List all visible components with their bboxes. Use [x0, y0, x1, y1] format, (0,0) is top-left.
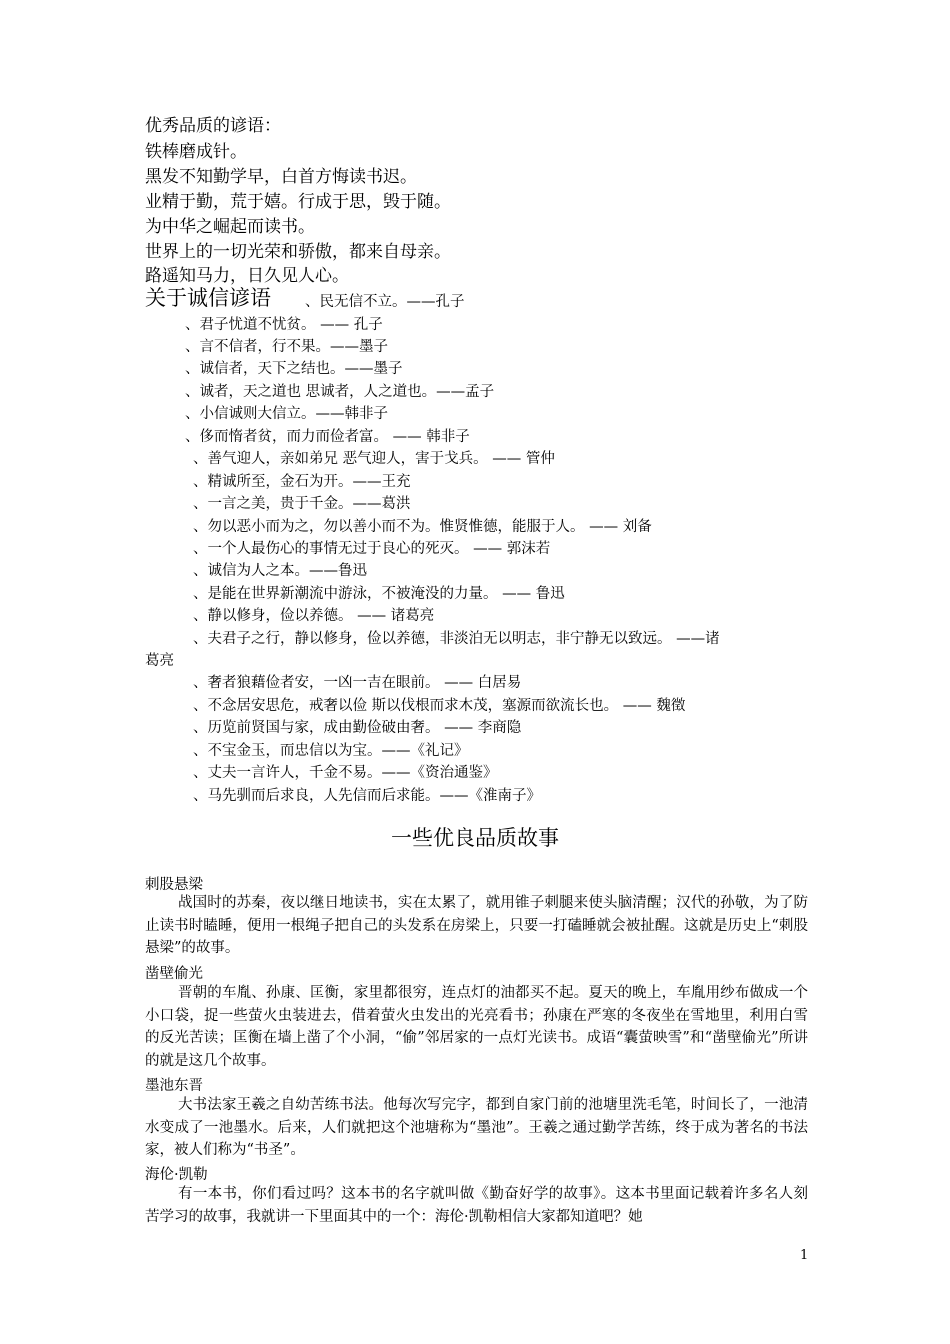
integrity-quote: 、诚信为人之本。——鲁迅 [193, 563, 367, 579]
proverb-line: 为中华之崛起而读书。 [145, 217, 315, 237]
story-body: 有一本书，你们看过吗？这本书的名字就叫做《勤奋好学的故事》。这本书里面记载着许多名人刻苦学习的故事，我就讲一下里面其中的一个：海伦·凯勒相信大家都知道吧？她 [145, 1186, 808, 1225]
integrity-quote-continuation: 葛亮 [145, 653, 174, 669]
proverb-line: 世界上的一切光荣和骄傲，都来自母亲。 [145, 242, 451, 262]
page-number: 1 [800, 1248, 809, 1263]
integrity-quote: 、勿以恶小而为之，勿以善小而不为。惟贤惟德，能服于人。 —— 刘备 [193, 519, 652, 535]
integrity-quote: 、一言之美，贵于千金。——葛洪 [193, 496, 411, 512]
story-title: 刺股悬梁 [145, 877, 203, 893]
stories-section-title: 一些优良品质故事 [391, 826, 559, 850]
story-title: 墨池东晋 [145, 1078, 203, 1094]
integrity-quote: 、马先驯而后求良，人先信而后求能。——《淮南子》 [193, 788, 541, 804]
integrity-quote: 、小信诚则大信立。——韩非子 [185, 406, 388, 422]
integrity-quote: 、君子忧道不忧贫。 —— 孔子 [185, 317, 383, 333]
integrity-quote: 、一个人最伤心的事情无过于良心的死灭。 —— 郭沫若 [193, 541, 551, 557]
integrity-quote: 、诚信者，天下之结也。——墨子 [185, 361, 403, 377]
integrity-quote: 、言不信者，行不果。——墨子 [185, 339, 388, 355]
integrity-quote: 、静以修身，俭以养德。 —— 诸葛亮 [193, 608, 435, 624]
integrity-quote: 、历览前贤国与家，成由勤俭破由奢。 —— 李商隐 [193, 720, 522, 736]
integrity-quote: 、丈夫一言许人，千金不易。——《资治通鉴》 [193, 765, 498, 781]
proverbs-heading: 优秀品质的谚语： [145, 116, 281, 136]
integrity-quote: 、善气迎人，亲如弟兄 恶气迎人，害于戈兵。 —— 管仲 [193, 451, 555, 467]
integrity-quote: 、奢者狼藉俭者安，一凶一吉在眼前。 —— 白居易 [193, 675, 522, 691]
integrity-quote: 、侈而惰者贫，而力而俭者富。 —— 韩非子 [185, 429, 470, 445]
story-body: 晋朝的车胤、孙康、匡衡，家里都很穷，连点灯的油都买不起。夏天的晚上，车胤用纱布做成一个小口袋，捉一些萤火虫装进去，借着萤火虫发出的光亮看书；孙康在严寒的冬夜坐在雪地里，利用白雪的反光苦读；匡衡在墙上凿了个小洞，“偷”邻居家的一点灯光读书。成语“囊萤映雪”和“凿壁偷光”所讲的就是这几个故事。 [145, 985, 808, 1069]
proverb-line: 黑发不知勤学早，白首方悔读书迟。 [145, 167, 417, 187]
proverb-line: 路遥知马力，日久见人心。 [145, 266, 349, 286]
proverb-line: 业精于勤，荒于嬉。行成于思，毁于随。 [145, 192, 451, 212]
integrity-quote: 、不念居安思危，戒奢以俭 斯以伐根而求木茂，塞源而欲流长也。 —— 魏徵 [193, 698, 686, 714]
integrity-quote: 、是能在世界新潮流中游泳，不被淹没的力量。 —— 鲁迅 [193, 586, 565, 602]
integrity-quote: 、不宝金玉，而忠信以为宝。——《礼记》 [193, 743, 469, 759]
integrity-quote: 、民无信不立。——孔子 [305, 294, 465, 310]
integrity-heading: 关于诚信谚语 [145, 286, 271, 310]
story-body: 战国时的苏秦，夜以继日地读书，实在太累了，就用锥子刺腿来使头脑清醒；汉代的孙敬，为了防止读书时瞌睡，便用一根绳子把自己的头发系在房梁上，只要一打磕睡就会被扯醒。这就是历史上“刺股悬梁”的故事。 [145, 895, 808, 956]
integrity-quote: 、精诚所至，金石为开。——王充 [193, 474, 411, 490]
story-body: 大书法家王羲之自幼苦练书法。他每次写完字，都到自家门前的池塘里洗毛笔，时间长了，一池清水变成了一池墨水。后来，人们就把这个池塘称为“墨池”。王羲之通过勤学苦练，终于成为著名的书法家，被人们称为“书圣”。 [145, 1097, 808, 1158]
integrity-quote: 、夫君子之行，静以修身，俭以养德，非淡泊无以明志，非宁静无以致远。 ——诸 [193, 631, 720, 647]
story-title: 凿壁偷光 [145, 966, 203, 982]
story-title: 海伦·凯勒 [145, 1167, 208, 1183]
proverb-line: 铁棒磨成针。 [145, 142, 247, 162]
integrity-quote: 、诚者，天之道也 思诚者，人之道也。——孟子 [185, 384, 495, 400]
